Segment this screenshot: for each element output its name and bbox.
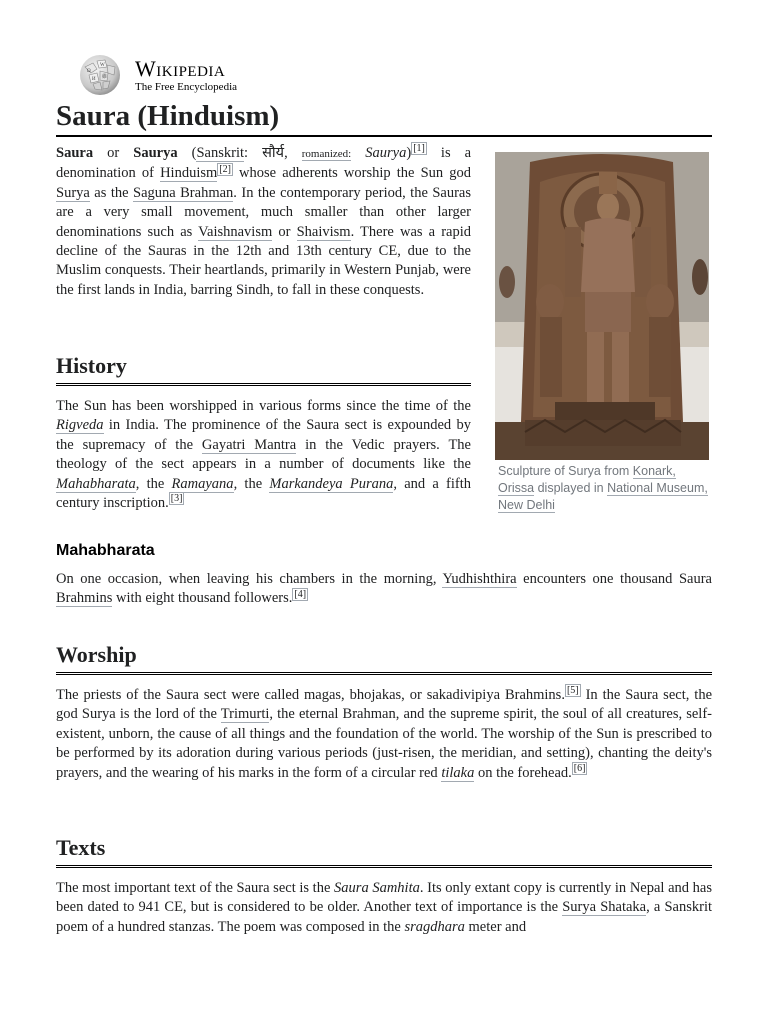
text: . In the contemporary period, the Sauras are a very small movement, much smaller than other larger denominations such as bbox=[56, 184, 471, 240]
svg-text:維: 維 bbox=[102, 75, 108, 80]
term-saurya: Saurya bbox=[133, 145, 178, 161]
svg-text:И: И bbox=[92, 77, 96, 82]
heading-texts: Texts bbox=[56, 834, 712, 868]
text: : bbox=[244, 145, 249, 161]
heading-worship: Worship bbox=[56, 641, 712, 675]
text: The most important text of the Saura sect is the bbox=[56, 880, 335, 896]
text: or bbox=[272, 223, 297, 240]
text: on the forehead. bbox=[474, 764, 572, 781]
lead-paragraph bbox=[56, 144, 471, 300]
text: Sculpture of Surya from bbox=[498, 464, 633, 478]
infobox-figure bbox=[495, 152, 710, 514]
reference-2[interactable]: [2] bbox=[219, 163, 231, 175]
devanagari-text: सौर्य bbox=[262, 145, 285, 161]
svg-text:Ω: Ω bbox=[87, 69, 91, 74]
reference-5[interactable]: [5] bbox=[566, 685, 579, 697]
link-shaivism[interactable]: Shaivism bbox=[296, 223, 351, 240]
text: ( bbox=[191, 145, 197, 161]
wikipedia-wordmark: Wikipedia bbox=[135, 55, 226, 81]
page-title: Saura (Hinduism) bbox=[56, 98, 712, 137]
link-trimurti[interactable]: Trimurti bbox=[220, 706, 270, 723]
link-hinduism[interactable]: Hinduism bbox=[160, 165, 218, 182]
text: , the eternal Brahman, and the supreme spirit, the soul of all creatures, self-existent, unborn, the cause of all things and the foundation of the world. The worship of the Sun is prescribed to be performed by its adoration during various periods (just-risen, the meridian, and setting), chanting the deity's prayers, and the wearing of his marks in the form of a circular red bbox=[56, 706, 712, 781]
wikipedia-logo[interactable] bbox=[75, 53, 237, 97]
text: , a Sanskrit poem of a hundred stanzas. The poem was composed in the bbox=[56, 899, 713, 935]
text: with eight thousand followers. bbox=[112, 590, 293, 607]
link-gayatri-mantra[interactable]: Gayatri Mantra bbox=[201, 436, 297, 453]
text: . Its only extant copy is currently in Nepal and has been dated to 941 CE, but is considered to be older. Another text of importance is the bbox=[56, 880, 713, 916]
text: In the Saura sect, the god Surya is the lord of the bbox=[56, 687, 712, 723]
figure-caption bbox=[495, 463, 710, 514]
text: meter and bbox=[464, 918, 527, 935]
history-paragraph bbox=[56, 397, 471, 513]
link-yudhishthira[interactable]: Yudhishthira bbox=[442, 571, 517, 587]
text: encounters one thousand Saura bbox=[516, 571, 712, 587]
romanized-term: Saurya bbox=[365, 145, 407, 161]
text: The Sun has been worshipped in various forms since the time of the bbox=[56, 398, 471, 414]
link-mahabharata[interactable] bbox=[56, 476, 136, 493]
link-konark-orissa[interactable]: Konark, Orissa bbox=[498, 464, 676, 495]
link-ramayana[interactable] bbox=[172, 476, 234, 493]
link-national-museum[interactable]: National Museum, New Delhi bbox=[498, 481, 708, 512]
text: in the Vedic prayers. The theology of the sect appears in a number of documents like the bbox=[56, 436, 471, 473]
italic-text: Rigveda bbox=[56, 417, 104, 434]
surya-sculpture-image[interactable] bbox=[495, 152, 709, 460]
reference-4[interactable]: [4] bbox=[294, 588, 307, 600]
text: in India. The prominence of the Saura sect is expounded by the supremacy of the bbox=[56, 417, 471, 453]
term-saura: Saura bbox=[56, 145, 94, 161]
text: whose adherents worship the Sun god bbox=[232, 165, 471, 182]
heading-history: History bbox=[56, 352, 471, 386]
worship-paragraph bbox=[56, 686, 712, 783]
text: is a denomination of bbox=[56, 145, 472, 182]
link-saguna-brahman[interactable]: Saguna Brahman bbox=[133, 184, 234, 201]
link-tilaka[interactable] bbox=[441, 765, 474, 782]
mahabharata-paragraph bbox=[56, 570, 712, 609]
text: , the bbox=[135, 475, 172, 492]
text: The priests of the Saura sect were called magas, bhojakas, or sakadivipiya Brahmins. bbox=[56, 687, 565, 703]
texts-paragraph bbox=[56, 879, 712, 937]
italic-text: Saura Samhita bbox=[334, 880, 420, 896]
svg-text:W: W bbox=[100, 63, 105, 68]
link-surya[interactable]: Surya bbox=[56, 184, 90, 201]
italic-text: tilaka bbox=[441, 764, 475, 781]
italic-text: Mahabharata bbox=[56, 475, 136, 492]
text: as the bbox=[89, 184, 133, 201]
text: . There was a rapid decline of the Sauras in the 12th and 13th century CE, due to the Muslim conquests. Their heartlands, primarily in Western Punjab, were the first lands in India, barring Sindh, to fall in these conquests. bbox=[56, 223, 471, 298]
reference-3[interactable]: [3] bbox=[170, 493, 183, 505]
wikipedia-tagline: The Free Encyclopedia bbox=[135, 80, 238, 93]
text: , and a fifth century inscription. bbox=[56, 475, 472, 512]
reference-1[interactable]: [1] bbox=[413, 143, 425, 155]
text-or: or bbox=[107, 145, 120, 161]
text: , the bbox=[233, 475, 270, 492]
text: displayed in bbox=[534, 481, 608, 495]
link-vaishnavism[interactable]: Vaishnavism bbox=[198, 223, 273, 240]
wikipedia-globe-icon bbox=[75, 53, 125, 97]
text: ) bbox=[406, 145, 412, 161]
italic-text: sragdhara bbox=[404, 918, 465, 935]
link-rigveda[interactable] bbox=[56, 417, 104, 434]
link-surya-shataka[interactable]: Surya Shataka bbox=[562, 899, 647, 916]
italic-text: Markandeya Purana bbox=[269, 475, 394, 492]
reference-6[interactable]: [6] bbox=[573, 762, 586, 774]
text: On one occasion, when leaving his chambers in the morning, bbox=[56, 571, 443, 587]
link-sanskrit[interactable]: Sanskrit bbox=[196, 145, 245, 161]
link-markandeya-purana[interactable] bbox=[269, 476, 393, 493]
link-romanized[interactable]: romanized: bbox=[301, 148, 352, 160]
italic-text: Ramayana bbox=[171, 475, 234, 492]
heading-mahabharata: Mahabharata bbox=[56, 542, 155, 559]
link-brahmins[interactable]: Brahmins bbox=[56, 590, 113, 607]
text: , bbox=[284, 145, 288, 161]
